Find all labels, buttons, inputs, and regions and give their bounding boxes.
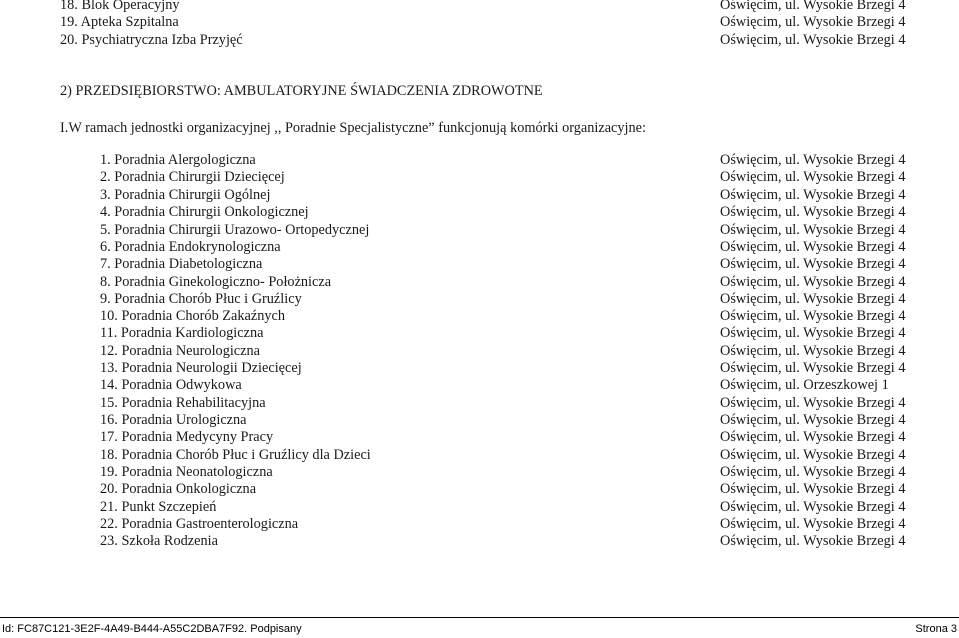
list-item [100, 412, 930, 429]
clinic-address: Oświęcim, ul. Orzeszkowej 1 [720, 377, 889, 393]
list-item [100, 516, 930, 533]
clinic-name: 10. Poradnia Chorób Zakaźnych [100, 308, 286, 324]
clinic-address: Oświęcim, ul. Wysokie Brzegi 4 [720, 481, 906, 497]
clinic-name: 2. Poradnia Chirurgii Dziecięcej [100, 169, 285, 185]
clinic-address: Oświęcim, ul. Wysokie Brzegi 4 [720, 152, 906, 168]
list-item [100, 187, 930, 204]
list-item [100, 447, 930, 464]
clinic-address: Oświęcim, ul. Wysokie Brzegi 4 [720, 360, 906, 376]
clinic-address: Oświęcim, ul. Wysokie Brzegi 4 [720, 274, 906, 290]
list-item [100, 256, 930, 273]
list-item [60, 32, 920, 49]
clinic-name: 13. Poradnia Neurologii Dziecięcej [100, 360, 302, 376]
list-item [100, 308, 930, 325]
clinic-name: 23. Szkoła Rodzenia [100, 533, 218, 549]
footer-document-id: Id: FC87C121-3E2F-4A49-B444-A55C2DBA7F92. Podpisany [2, 623, 302, 635]
list-item [100, 464, 930, 481]
clinic-address: Oświęcim, ul. Wysokie Brzegi 4 [720, 308, 906, 324]
unit-address: Oświęcim, ul. Wysokie Brzegi 4 [720, 32, 906, 48]
list-item [100, 222, 930, 239]
footer-divider [0, 617, 959, 618]
list-item [100, 325, 930, 342]
clinic-name: 3. Poradnia Chirurgii Ogólnej [100, 187, 271, 203]
unit-address: Oświęcim, ul. Wysokie Brzegi 4 [720, 14, 906, 30]
clinic-address: Oświęcim, ul. Wysokie Brzegi 4 [720, 533, 906, 549]
clinic-name: 16. Poradnia Urologiczna [100, 412, 247, 428]
list-item [100, 291, 930, 308]
clinic-address: Oświęcim, ul. Wysokie Brzegi 4 [720, 169, 906, 185]
unit-name: 18. Blok Operacyjny [60, 0, 180, 13]
list-item [100, 360, 930, 377]
clinic-address: Oświęcim, ul. Wysokie Brzegi 4 [720, 222, 906, 238]
clinic-address: Oświęcim, ul. Wysokie Brzegi 4 [720, 395, 906, 411]
clinic-name: 19. Poradnia Neonatologiczna [100, 464, 273, 480]
list-item [100, 274, 930, 291]
list-item [100, 429, 930, 446]
clinic-address: Oświęcim, ul. Wysokie Brzegi 4 [720, 447, 906, 463]
clinic-name: 4. Poradnia Chirurgii Onkologicznej [100, 204, 309, 220]
clinic-address: Oświęcim, ul. Wysokie Brzegi 4 [720, 187, 906, 203]
list-item [100, 204, 930, 221]
clinic-name: 12. Poradnia Neurologiczna [100, 343, 260, 359]
clinic-address: Oświęcim, ul. Wysokie Brzegi 4 [720, 256, 906, 272]
clinic-address: Oświęcim, ul. Wysokie Brzegi 4 [720, 239, 906, 255]
clinic-address: Oświęcim, ul. Wysokie Brzegi 4 [720, 429, 906, 445]
clinic-name: 11. Poradnia Kardiologiczna [100, 325, 264, 341]
clinic-name: 17. Poradnia Medycyny Pracy [100, 429, 274, 445]
list-item [100, 169, 930, 186]
unit-name: 20. Psychiatryczna Izba Przyjęć [60, 32, 243, 48]
list-item [100, 343, 930, 360]
unit-address: Oświęcim, ul. Wysokie Brzegi 4 [720, 0, 906, 13]
clinic-name: 5. Poradnia Chirurgii Urazowo- Ortopedycznej [100, 222, 370, 238]
list-item [100, 239, 930, 256]
clinic-address: Oświęcim, ul. Wysokie Brzegi 4 [720, 343, 906, 359]
clinic-address: Oświęcim, ul. Wysokie Brzegi 4 [720, 325, 906, 341]
clinic-name: 21. Punkt Szczepień [100, 499, 217, 515]
clinic-name: 22. Poradnia Gastroenterologiczna [100, 516, 299, 532]
clinic-address: Oświęcim, ul. Wysokie Brzegi 4 [720, 412, 906, 428]
list-item [100, 481, 930, 498]
list-item [100, 533, 930, 550]
clinic-name: 20. Poradnia Onkologiczna [100, 481, 257, 497]
clinic-address: Oświęcim, ul. Wysokie Brzegi 4 [720, 499, 906, 515]
footer-page-number: Strona 3 [915, 623, 957, 635]
clinic-name: 8. Poradnia Ginekologiczno- Położnicza [100, 274, 332, 290]
unit-description: I.W ramach jednostki organizacyjnej ,, Poradnie Specjalistyczne” funkcjonują komórki organizacyjne: [60, 120, 646, 136]
clinic-address: Oświęcim, ul. Wysokie Brzegi 4 [720, 204, 906, 220]
clinic-name: 14. Poradnia Odwykowa [100, 377, 242, 393]
clinic-name: 7. Poradnia Diabetologiczna [100, 256, 263, 272]
list-item [60, 14, 920, 31]
list-item [60, 0, 920, 14]
list-item [100, 152, 930, 169]
clinic-address: Oświęcim, ul. Wysokie Brzegi 4 [720, 464, 906, 480]
clinic-name: 6. Poradnia Endokrynologiczna [100, 239, 281, 255]
section-title: 2) PRZEDSIĘBIORSTWO: AMBULATORYJNE ŚWIADCZENIA ZDROWOTNE [60, 83, 543, 99]
list-item [100, 377, 930, 394]
unit-name: 19. Apteka Szpitalna [60, 14, 179, 30]
list-item [100, 395, 930, 412]
clinic-name: 18. Poradnia Chorób Płuc i Gruźlicy dla Dzieci [100, 447, 371, 463]
clinic-name: 1. Poradnia Alergologiczna [100, 152, 256, 168]
clinic-name: 15. Poradnia Rehabilitacyjna [100, 395, 266, 411]
clinic-address: Oświęcim, ul. Wysokie Brzegi 4 [720, 291, 906, 307]
list-item [100, 499, 930, 516]
clinic-name: 9. Poradnia Chorób Płuc i Gruźlicy [100, 291, 302, 307]
clinic-address: Oświęcim, ul. Wysokie Brzegi 4 [720, 516, 906, 532]
